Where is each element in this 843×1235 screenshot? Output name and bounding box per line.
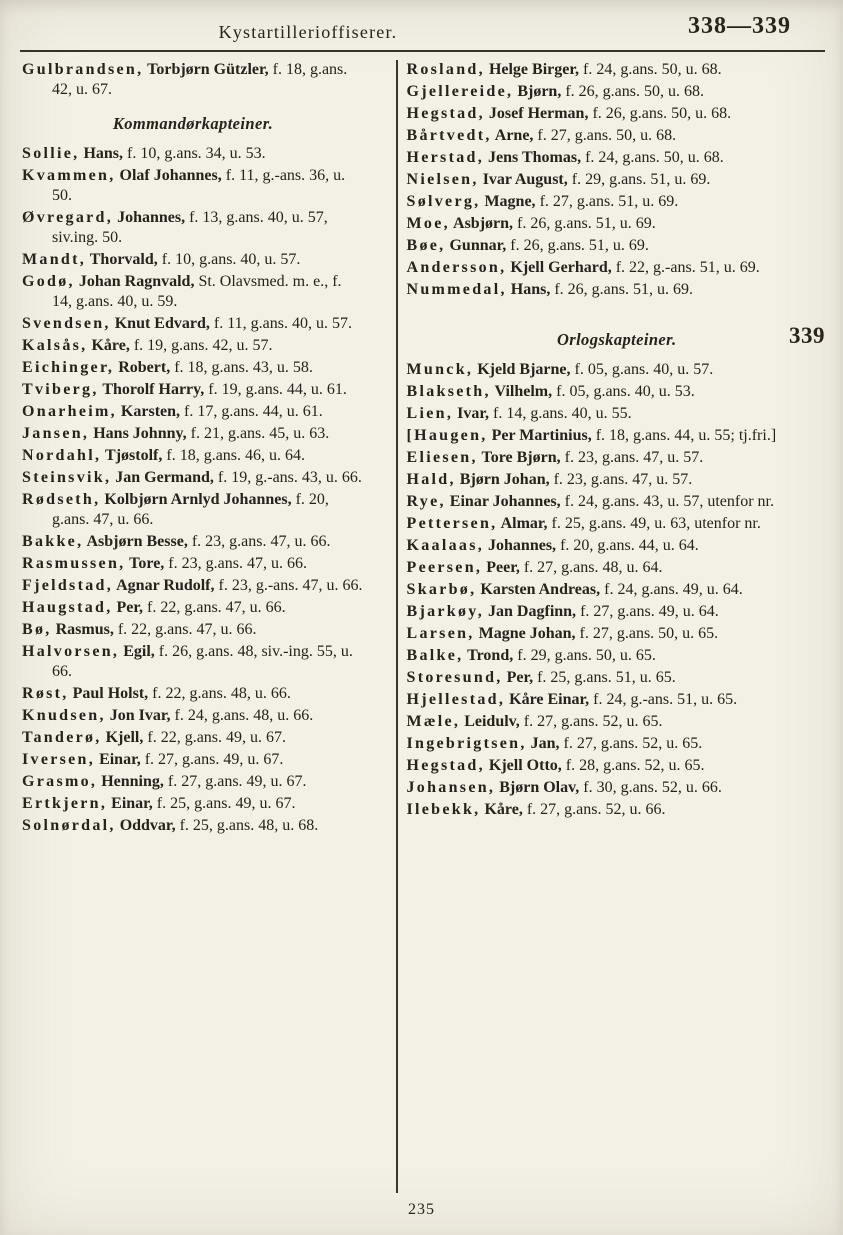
officer-surname: Lien, (406, 405, 454, 422)
officer-given-names: Arne, (491, 127, 534, 144)
officer-entry (407, 426, 828, 446)
page-footer (0, 1201, 843, 1219)
officer-entry (407, 148, 828, 168)
officer-details: f. 23, g.ans. 47, u. 66. (187, 533, 331, 550)
officer-surname: Herstad, (406, 149, 485, 166)
officer-given-names: Bjørn Johan, (455, 471, 550, 488)
officer-surname: Bårtvedt, (406, 127, 492, 144)
officer-details: f. 22, g.ans. 48, u. 66. (148, 685, 291, 702)
officer-details: f. 24, g.ans. 50, u. 68. (578, 61, 722, 78)
officer-given-names: Bjørn Olav, (495, 779, 580, 796)
officer-surname: Ertkjern, (22, 795, 108, 812)
officer-surname: Kaalaas, (406, 537, 485, 554)
officer-given-names: Tore, (125, 555, 165, 572)
officer-details: f. 10, g.ans. 40, u. 57. (157, 251, 301, 268)
officer-entry (407, 192, 828, 212)
officer-details: f. 13, g.ans. 40, u. 57, siv.ing. 50. (52, 209, 328, 246)
officer-details: f. 26, g.ans. 50, u. 68. (588, 105, 732, 122)
officer-given-names: Agnar Rudolf, (113, 577, 215, 594)
officer-surname: Gjellereide, (406, 83, 514, 100)
officer-given-names: Paul Holst, (68, 685, 149, 702)
officer-surname: Eliesen, (406, 449, 478, 466)
officer-given-names: Helge Birger, (484, 61, 579, 78)
officer-surname: Kalsås, (22, 337, 88, 354)
officer-entry (22, 684, 364, 704)
officer-entry (407, 126, 828, 146)
officer-entry (22, 250, 364, 270)
officer-entry (22, 446, 364, 466)
officer-details: f. 27, g.ans. 52, u. 65. (519, 713, 663, 730)
officer-surname: Bjarkøy, (406, 603, 485, 620)
officer-details: f. 26, g.ans. 51, u. 69. (550, 281, 693, 298)
officer-entry (407, 756, 828, 776)
officer-details: f. 18, g.ans. 43, u. 58. (170, 359, 313, 376)
officer-surname: Mandt, (22, 251, 87, 268)
rank-section-title: Orlogskapteiner. (556, 330, 677, 349)
officer-details: f. 17, g.ans. 44, u. 61. (180, 403, 323, 420)
officer-given-names: Bjørn, (513, 83, 562, 100)
officer-surname: Haugstad, (22, 599, 113, 616)
officer-surname: Halvorsen, (22, 643, 120, 660)
officer-surname: Tanderø, (22, 729, 102, 746)
officer-surname: [Haugen, (406, 427, 488, 444)
section-page-number: 339 (789, 323, 825, 348)
officer-entry (407, 104, 828, 124)
officer-surname: Blakseth, (406, 383, 491, 400)
officer-surname: Onarheim, (22, 403, 117, 420)
officer-given-names: Einar, (95, 751, 141, 768)
officer-given-names: Ivar, (453, 405, 489, 422)
officer-details: f. 25, g.ans. 48, u. 68. (175, 817, 319, 834)
officer-given-names: Johannes, (484, 537, 557, 554)
officer-given-names: Kjeld Bjarne, (473, 361, 571, 378)
officer-given-names: Johan Ragnvald, (74, 273, 195, 290)
officer-details: f. 24, g.ans. 50, u. 68. (581, 149, 724, 166)
officer-surname: Knudsen, (22, 707, 106, 724)
officer-surname: Balke, (406, 647, 464, 664)
officer-given-names: Oddvar, (115, 817, 176, 834)
officer-surname: Rosland, (406, 61, 485, 78)
officer-surname: Jansen, (22, 425, 90, 442)
officer-details: f. 26, g.ans. 51, u. 69. (513, 215, 656, 232)
footer-page-number: 235 (408, 1201, 435, 1218)
officer-given-names: Jon Ivar, (105, 707, 171, 724)
text-columns (22, 60, 829, 1193)
officer-given-names: Einar, (107, 795, 153, 812)
officer-details: f. 05, g.ans. 40, u. 53. (552, 383, 695, 400)
officer-details: f. 26, g.ans. 51, u. 69. (506, 237, 649, 254)
officer-given-names: Johannes, (113, 209, 186, 226)
officer-surname: Hjellestad, (406, 691, 506, 708)
officer-details: f. 23, g.-ans. 47, u. 66. (214, 577, 363, 594)
officer-details: f. 25, g.ans. 49, u. 67. (152, 795, 296, 812)
officer-entry (22, 750, 364, 770)
officer-details: f. 30, g.ans. 52, u. 66. (579, 779, 722, 796)
officer-entry (407, 800, 828, 820)
officer-entry (407, 170, 828, 190)
officer-surname: Steinsvik, (22, 469, 112, 486)
officer-given-names: Thorolf Harry, (98, 381, 205, 398)
officer-details: f. 29, g.ans. 50, u. 65. (513, 647, 656, 664)
officer-given-names: Peer, (482, 559, 520, 576)
officer-entry (407, 734, 828, 754)
officer-entry (407, 492, 828, 512)
officer-given-names: Hans, (79, 145, 124, 162)
officer-details: f. 22, g.ans. 49, u. 67. (143, 729, 287, 746)
officer-given-names: Kjell Otto, (484, 757, 562, 774)
officer-details: f. 27, g.ans. 51, u. 69. (535, 193, 679, 210)
officer-entry (22, 532, 364, 552)
officer-entry (22, 620, 364, 640)
officer-entry (407, 404, 828, 424)
officer-surname: Rødseth, (22, 491, 101, 508)
officer-given-names: Henning, (97, 773, 164, 790)
officer-given-names: Karsten, (116, 403, 181, 420)
officer-entry (22, 402, 364, 422)
officer-given-names: Jan, (526, 735, 560, 752)
page-header-title: Kystartillerioffiserer. (218, 22, 398, 42)
officer-details: f. 24, g.-ans. 51, u. 65. (589, 691, 738, 708)
officer-given-names: Kåre Einar, (505, 691, 590, 708)
officer-given-names: Asbjørn Besse, (83, 533, 188, 550)
officer-surname: Fjeldstad, (22, 577, 113, 594)
officer-details: f. 19, g.ans. 42, u. 57. (129, 337, 273, 354)
officer-details: f. 20, g.ans. 44, u. 64. (556, 537, 699, 554)
officer-details: f. 23, g.ans. 47, u. 57. (560, 449, 704, 466)
officer-entry (22, 706, 364, 726)
officer-entry (407, 448, 828, 468)
officer-surname: Iversen, (22, 751, 96, 768)
officer-given-names: Gunnar, (445, 237, 507, 254)
officer-details: f. 26, g.ans. 48, siv.-ing. 55, u. 66. (52, 643, 353, 680)
officer-given-names: Josef Herman, (484, 105, 589, 122)
officer-given-names: Rasmus, (51, 621, 114, 638)
rank-section-title: Kommandørkapteiner. (112, 114, 274, 133)
officer-details: f. 19, g.-ans. 43, u. 66. (213, 469, 362, 486)
officer-surname: Bakke, (22, 533, 84, 550)
officer-given-names: Einar Johannes, (445, 493, 561, 510)
officer-given-names: Vilhelm, (490, 383, 553, 400)
officer-entry (22, 380, 364, 400)
officer-surname: Svendsen, (22, 315, 111, 332)
officer-given-names: Kåre, (480, 801, 523, 818)
officer-details: f. 14, g.ans. 40, u. 55. (488, 405, 632, 422)
officer-details: f. 27, g.ans. 49, u. 67. (163, 773, 307, 790)
officer-surname: Nordahl, (22, 447, 102, 464)
officer-given-names: Tore Bjørn, (477, 449, 561, 466)
officer-entry (407, 360, 828, 380)
officer-surname: Moe, (406, 215, 450, 232)
officer-surname: Peersen, (406, 559, 483, 576)
officer-surname: Grasmo, (22, 773, 98, 790)
officer-surname: Rasmussen, (22, 555, 126, 572)
officer-entry (407, 280, 828, 300)
officer-entry (407, 646, 828, 666)
officer-details: f. 11, g.ans. 40, u. 57. (209, 315, 352, 332)
rank-section-heading (22, 114, 364, 134)
officer-given-names: Leidulv, (460, 713, 520, 730)
officer-given-names: Hans, (506, 281, 551, 298)
officer-entry (407, 470, 828, 490)
officer-details: f. 27, g.ans. 50, u. 65. (575, 625, 719, 642)
officer-surname: Godø, (22, 273, 75, 290)
officer-entry (22, 208, 364, 248)
officer-surname: Bøe, (406, 237, 446, 254)
officer-details: f. 18, g.ans. 46, u. 64. (162, 447, 306, 464)
officer-given-names: Egil, (119, 643, 155, 660)
officer-surname: Sollie, (22, 145, 80, 162)
officer-entry (407, 712, 828, 732)
officer-entry (22, 468, 364, 488)
officer-given-names: Olaf Johannes, (115, 167, 222, 184)
officer-details: f. 22, g.-ans. 51, u. 69. (611, 259, 760, 276)
officer-given-names: Ivar August, (478, 171, 568, 188)
officer-entry (22, 772, 364, 792)
officer-given-names: Kolbjørn Arnlyd Johannes, (100, 491, 292, 508)
officer-details: f. 22, g.ans. 47, u. 66. (113, 621, 257, 638)
officer-surname: Nummedal, (406, 281, 507, 298)
officer-entry (407, 258, 828, 278)
officer-details: f. 23, g.ans. 47, u. 57. (549, 471, 693, 488)
officer-surname: Storesund, (406, 669, 503, 686)
officer-entry (407, 624, 828, 644)
officer-details: f. 27, g.ans. 49, u. 64. (576, 603, 719, 620)
officer-entry (22, 144, 364, 164)
officer-entry (407, 214, 828, 234)
officer-given-names: Magne, (480, 193, 536, 210)
officer-details: f. 26, g.ans. 50, u. 68. (561, 83, 704, 100)
officer-entry (22, 598, 364, 618)
officer-details: f. 10, g.ans. 34, u. 53. (123, 145, 266, 162)
officer-details: f. 25, g.ans. 49, u. 63, utenfor nr. (547, 515, 761, 532)
officer-entry (407, 602, 828, 622)
officer-surname: Solnørdal, (22, 817, 116, 834)
officer-entry (22, 166, 364, 206)
officer-given-names: Hans Johnny, (89, 425, 187, 442)
officer-given-names: Kjell, (101, 729, 144, 746)
officer-entry (407, 382, 828, 402)
officer-given-names: Karsten Andreas, (476, 581, 601, 598)
officer-surname: Tviberg, (22, 381, 99, 398)
officer-details: St. Olavsmed. m. e., f. 14, g.ans. 40, u. 59. (52, 273, 342, 310)
officer-given-names: Asbjørn, (449, 215, 514, 232)
officer-given-names: Kjell Gerhard, (506, 259, 612, 276)
officer-details: f. 05, g.ans. 40, u. 57. (570, 361, 714, 378)
officer-details: f. 23, g.ans. 47, u. 66. (164, 555, 307, 572)
officer-entry (407, 668, 828, 688)
officer-given-names: Robert, (114, 359, 171, 376)
officer-given-names: Per, (112, 599, 144, 616)
officer-details: f. 27, g.ans. 48, u. 64. (519, 559, 663, 576)
officer-entry (407, 536, 828, 556)
officer-entry (22, 642, 364, 682)
officer-surname: Bø, (22, 621, 52, 638)
officer-given-names: Jan Germand, (111, 469, 214, 486)
officer-entry (407, 580, 828, 600)
officer-given-names: Jens Thomas, (484, 149, 582, 166)
officer-given-names: Almar, (497, 515, 548, 532)
officer-entry (22, 60, 364, 100)
officer-given-names: Magne Johan, (474, 625, 576, 642)
officer-entry (407, 82, 828, 102)
officer-entry (407, 60, 828, 80)
officer-surname: Skarbø, (406, 581, 477, 598)
officer-details: f. 24, g.ans. 49, u. 64. (600, 581, 743, 598)
officer-surname: Larsen, (406, 625, 475, 642)
officer-entry (407, 778, 828, 798)
officer-entry (22, 794, 364, 814)
officer-surname: Sølverg, (406, 193, 481, 210)
officer-surname: Nielsen, (406, 171, 479, 188)
officer-entry (22, 576, 364, 596)
officer-details: f. 19, g.ans. 44, u. 61. (204, 381, 347, 398)
officer-details: f. 11, g.-ans. 36, u. 50. (52, 167, 346, 204)
officer-surname: Øvregard, (22, 209, 114, 226)
officer-surname: Kvammen, (22, 167, 116, 184)
officer-entry (407, 514, 828, 534)
officer-details: f. 28, g.ans. 52, u. 65. (561, 757, 705, 774)
officer-details: f. 29, g.ans. 51, u. 69. (567, 171, 711, 188)
officer-given-names: Per Martinius, (487, 427, 592, 444)
officer-details: f. 27, g.ans. 52, u. 66. (522, 801, 666, 818)
officer-surname: Røst, (22, 685, 69, 702)
officer-surname: Eichinger, (22, 359, 115, 376)
officer-details: f. 24, g.ans. 43, u. 57, utenfor nr. (560, 493, 774, 510)
officer-given-names: Jan Dagfinn, (484, 603, 577, 620)
officer-entry (22, 490, 364, 530)
officer-given-names: Per, (502, 669, 534, 686)
officer-given-names: Kåre, (87, 337, 130, 354)
officer-details: f. 22, g.ans. 47, u. 66. (143, 599, 286, 616)
rank-section-heading (407, 323, 828, 350)
officer-surname: Hegstad, (406, 105, 485, 122)
officer-entry (22, 424, 364, 444)
officer-surname: Ilebekk, (406, 801, 481, 818)
officer-entry (407, 236, 828, 256)
officer-entry (22, 314, 364, 334)
officer-surname: Gulbrandsen, (22, 61, 144, 78)
page-header-numbers: 338—339 (688, 13, 791, 39)
officer-given-names: Torbjørn Gützler, (143, 61, 269, 78)
officer-given-names: Thorvald, (86, 251, 158, 268)
officer-details: f. 27, g.ans. 50, u. 68. (533, 127, 677, 144)
officer-entry (22, 554, 364, 574)
officer-details: f. 25, g.ans. 51, u. 65. (533, 669, 676, 686)
officer-surname: Johansen, (406, 779, 496, 796)
officer-details: f. 27, g.ans. 52, u. 65. (559, 735, 703, 752)
officer-surname: Mæle, (406, 713, 461, 730)
officer-entry (22, 816, 364, 836)
officer-entry (407, 690, 828, 710)
officer-surname: Ingebrigtsen, (406, 735, 527, 752)
officer-entry (22, 728, 364, 748)
officer-surname: Rye, (406, 493, 446, 510)
officer-details: f. 18, g.ans. 44, u. 55; tj.fri.] (591, 427, 777, 444)
header-rule (20, 50, 825, 52)
officer-details: f. 18, g.ans. 42, u. 67. (52, 61, 348, 98)
officer-surname: Munck, (406, 361, 474, 378)
officer-given-names: Knut Edvard, (110, 315, 210, 332)
officer-entry (22, 336, 364, 356)
officer-entry (407, 558, 828, 578)
officer-surname: Hald, (406, 471, 456, 488)
officer-details: f. 27, g.ans. 49, u. 67. (140, 751, 284, 768)
officer-given-names: Tjøstolf, (101, 447, 163, 464)
officer-surname: Hegstad, (406, 757, 485, 774)
officer-details: f. 24, g.ans. 48, u. 66. (170, 707, 314, 724)
officer-surname: Pettersen, (406, 515, 498, 532)
officer-details: f. 20, g.ans. 47, u. 66. (52, 491, 329, 528)
officer-given-names: Trond, (463, 647, 514, 664)
right-column (398, 60, 830, 1193)
officer-entry (22, 272, 364, 312)
officer-details: f. 21, g.ans. 45, u. 63. (186, 425, 330, 442)
left-column (22, 60, 396, 1193)
officer-entry (22, 358, 364, 378)
officer-surname: Andersson, (406, 259, 507, 276)
